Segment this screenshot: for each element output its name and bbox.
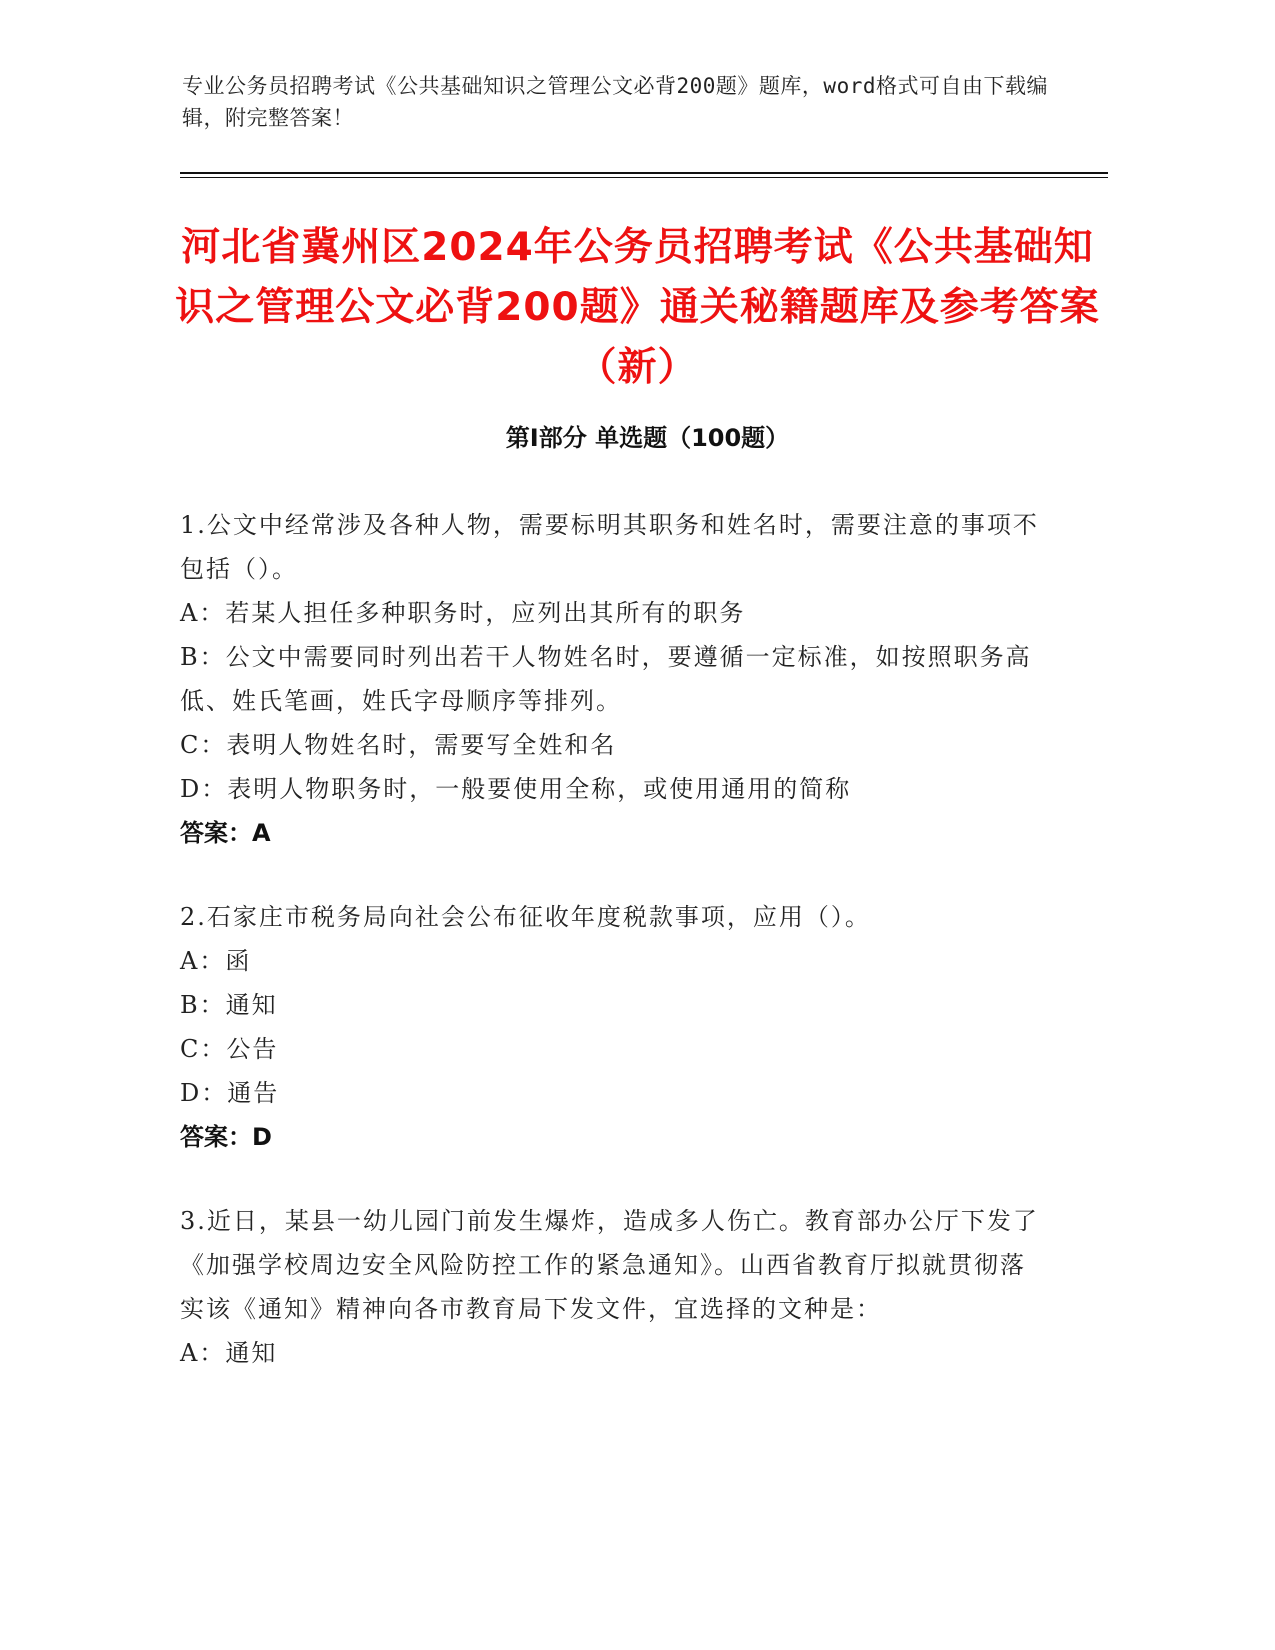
question-option: B：公文中需要同时列出若干人物姓名时，要遵循一定标准，如按照职务高低、姓氏笔画，姓氏字母顺序等排列。	[180, 643, 1032, 715]
header-divider-thick	[180, 172, 1108, 174]
question-list	[180, 503, 1040, 1415]
document-title: 河北省冀州区2024年公务员招聘考试《公共基础知识之管理公文必背200题》通关秘籍题库及参考答案（新）	[175, 225, 1100, 390]
question-option: D：通告	[180, 1079, 280, 1107]
question-stem: 3.近日，某县一幼儿园门前发生爆炸，造成多人伤亡。教育部办公厅下发了《加强学校周边安全风险防控工作的紧急通知》。山西省教育厅拟就贯彻落实该《通知》精神向各市教育局下发文件，宜选择的文种是：	[180, 1207, 1039, 1323]
header-note: 专业公务员招聘考试《公共基础知识之管理公文必背200题》题库，word格式可自由下载编辑，附完整答案！	[182, 74, 1048, 130]
question-stem: 1.公文中经常涉及各种人物，需要标明其职务和姓名时，需要注意的事项不包括（）。	[180, 511, 1039, 583]
question-option: B：通知	[180, 991, 278, 1019]
question-option: A：若某人担任多种职务时，应列出其所有的职务	[180, 599, 746, 627]
question-answer: 答案：D	[180, 1123, 272, 1151]
question-answer: 答案：A	[180, 819, 271, 847]
question-option: D：表明人物职务时，一般要使用全称，或使用通用的简称	[180, 775, 852, 803]
section-heading: 第Ⅰ部分 单选题（100题）	[505, 424, 790, 452]
question-option: C：公告	[180, 1035, 279, 1063]
header-divider-thin	[180, 177, 1108, 178]
question-stem: 2.石家庄市税务局向社会公布征收年度税款事项，应用（）。	[180, 903, 871, 931]
question-2	[180, 895, 1040, 1159]
question-1	[180, 503, 1040, 855]
question-3	[180, 1199, 1040, 1375]
question-option: C：表明人物姓名时，需要写全姓和名	[180, 731, 617, 759]
question-option: A：函	[180, 947, 252, 975]
question-option: A：通知	[180, 1339, 278, 1367]
